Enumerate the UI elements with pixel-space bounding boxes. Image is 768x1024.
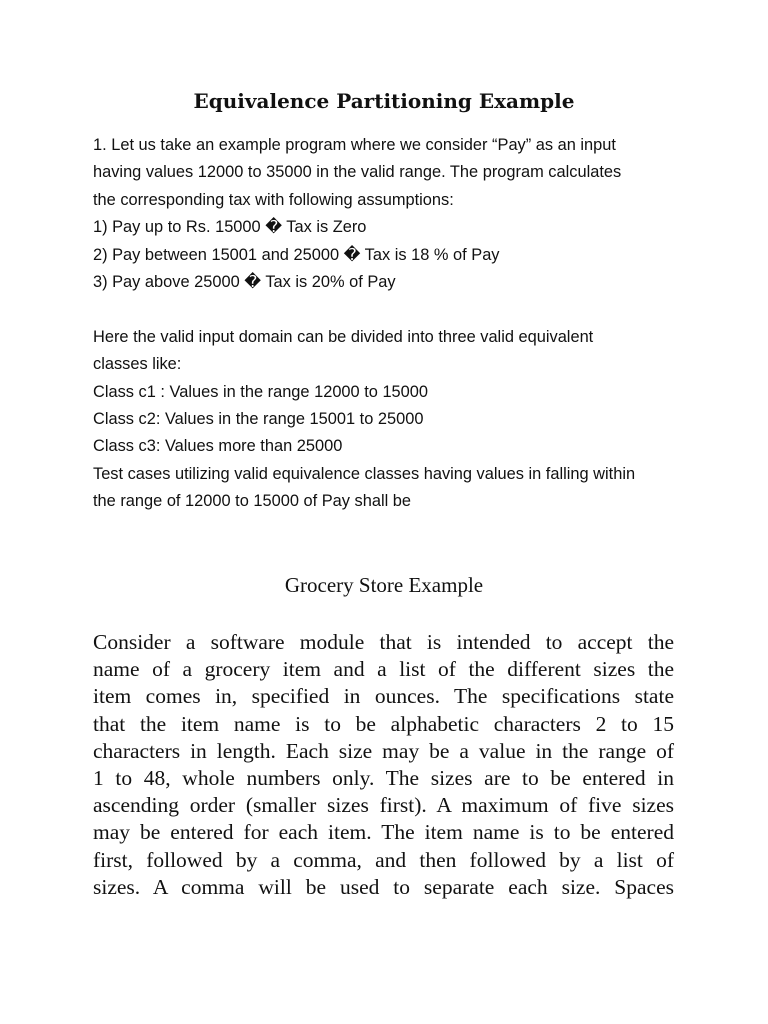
paragraph-line: name of a grocery item and a list of the different sizes the	[93, 657, 674, 682]
text-line: Class c2: Values in the range 15001 to 25000	[93, 410, 424, 429]
section-heading: Grocery Store Example	[284, 573, 484, 597]
paragraph-line: first, followed by a comma, and then followed by a list of	[93, 847, 674, 872]
text-line: 1. Let us take an example program where we consider “Pay” as an input	[93, 136, 616, 154]
text-line: 2) Pay between 15001 and 25000 � Tax is 18 % of Pay	[93, 245, 500, 264]
equivalence-example-text	[93, 132, 693, 516]
paragraph-line: Consider a software module that is intended to accept the	[93, 630, 674, 654]
paragraph-line: may be entered for each item. The item name is to be entered	[93, 820, 674, 845]
text-line: the range of 12000 to 15000 of Pay shall be	[93, 492, 412, 511]
text-line: 1) Pay up to Rs. 15000 � Tax is Zero	[93, 218, 367, 237]
text-line: Test cases utilizing valid equivalence classes having values in falling within	[93, 464, 636, 483]
paragraph-line: ascending order (smaller sizes first). A maximum of five sizes	[93, 793, 674, 818]
text-line: Class c1 : Values in the range 12000 to 15000	[93, 382, 429, 401]
paragraph-line: characters in length. Each size may be a value in the range of	[93, 738, 674, 763]
paragraph-line: that the item name is to be alphabetic characters 2 to 15	[93, 711, 674, 736]
paragraph-line: sizes. A comma will be used to separate each size. Spaces	[93, 874, 674, 899]
paragraph-line: item comes in, specified in ounces. The specifications state	[93, 684, 674, 709]
text-line: Here the valid input domain can be divided into three valid equivalent	[93, 327, 594, 346]
text-line: classes like:	[93, 355, 182, 374]
text-line: the corresponding tax with following assumptions:	[93, 190, 454, 209]
page-title: Equivalence Partitioning Example	[193, 89, 575, 113]
paragraph-line: 1 to 48, whole numbers only. The sizes are to be entered in	[93, 766, 674, 791]
text-line: 3) Pay above 25000 � Tax is 20% of Pay	[93, 273, 396, 292]
grocery-paragraph	[93, 629, 674, 901]
blank-line	[93, 296, 693, 323]
text-line: Class c3: Values more than 25000	[93, 437, 343, 456]
text-line: having values 12000 to 35000 in the valid range. The program calculates	[93, 163, 622, 182]
